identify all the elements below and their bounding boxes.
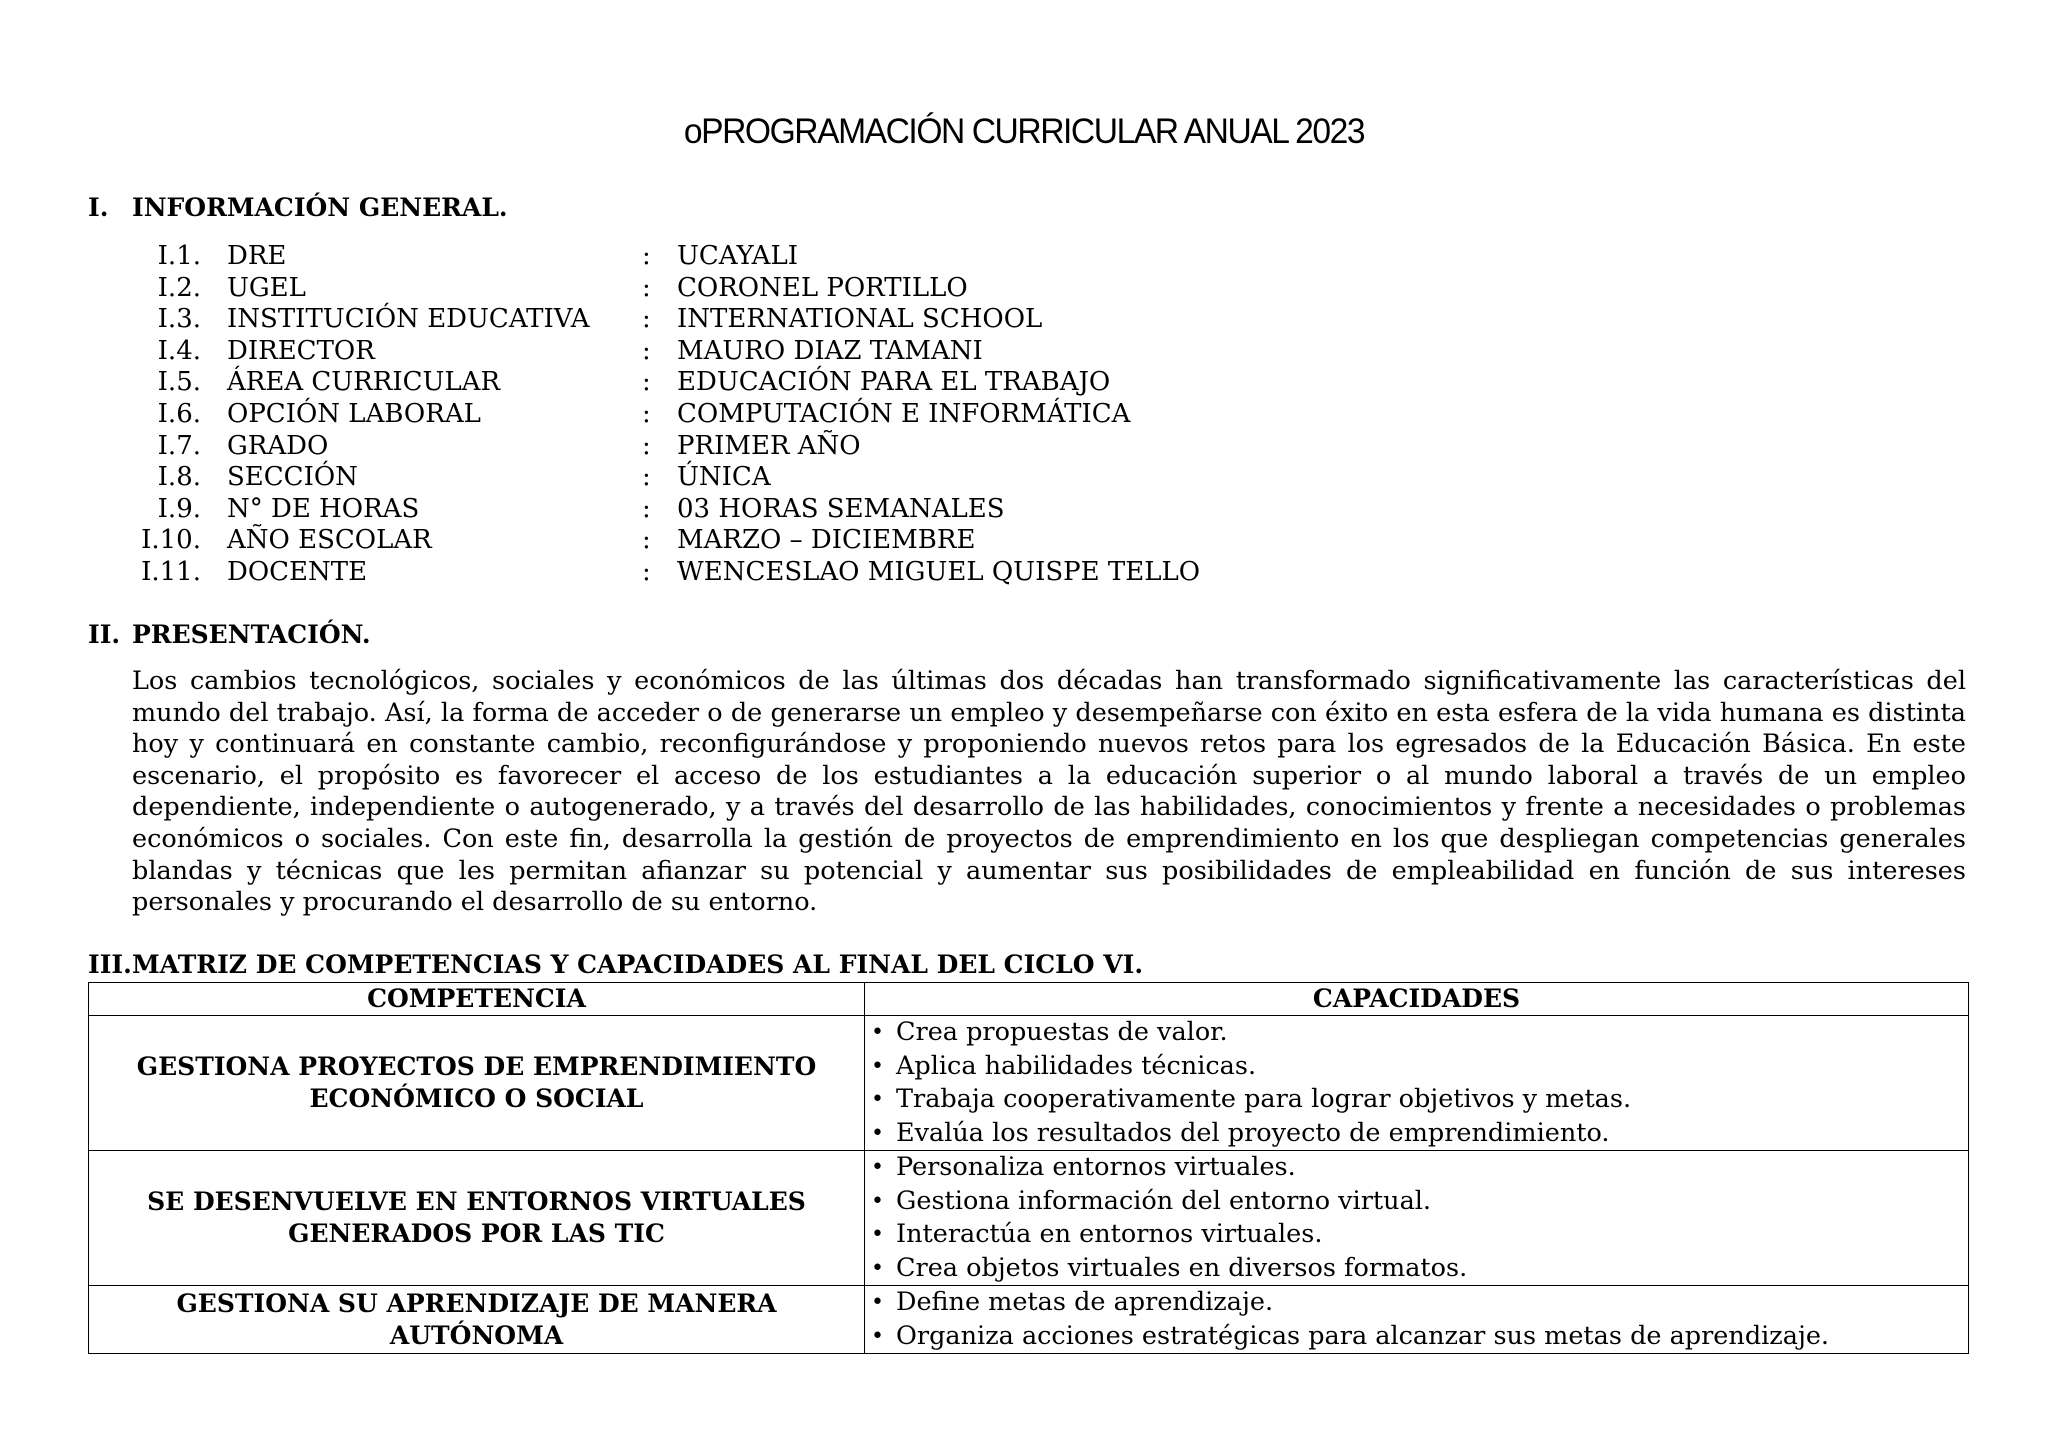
bullet-icon: • <box>871 1155 884 1180</box>
info-index: I.9. <box>157 493 201 524</box>
capacidad-text: Personaliza entornos virtuales. <box>896 1152 1296 1182</box>
info-colon: : <box>642 430 651 461</box>
info-row-opcion <box>0 399 2048 431</box>
bullet-icon: • <box>871 1087 884 1112</box>
info-row-seccion <box>0 462 2048 494</box>
list-item <box>865 1083 1968 1117</box>
list-item <box>865 1185 1968 1219</box>
bullet-icon: • <box>871 1120 884 1146</box>
info-index: I.10. <box>141 525 201 556</box>
info-colon: : <box>642 241 651 271</box>
table-row <box>89 1016 1969 1151</box>
info-label: AÑO ESCOLAR <box>227 525 432 556</box>
capacidades-list <box>865 1016 1968 1150</box>
info-label: DOCENTE <box>227 556 368 587</box>
info-value: CORONEL PORTILLO <box>677 272 968 303</box>
competencia-cell: SE DESENVUELVE EN ENTORNOS VIRTUALES GENERADOS POR LAS TIC <box>89 1151 865 1286</box>
section-heading-presentation <box>88 620 371 649</box>
info-value: PRIMER AÑO <box>677 430 861 461</box>
list-item <box>865 1151 1968 1185</box>
info-label: DRE <box>227 241 287 271</box>
capacidad-text: Interactúa en entornos virtuales. <box>896 1219 1323 1249</box>
table-header-row <box>89 983 1969 1016</box>
header-capacidades: CAPACIDADES <box>865 983 1969 1016</box>
list-item <box>865 1218 1968 1252</box>
capacidad-text: Crea propuestas de valor. <box>896 1017 1228 1047</box>
section-title: PRESENTACIÓN. <box>132 620 371 649</box>
info-value: MARZO – DICIEMBRE <box>677 525 976 556</box>
info-colon: : <box>642 556 651 587</box>
capacidad-text: Organiza acciones estratégicas para alcanzar sus metas de aprendizaje. <box>896 1320 1830 1351</box>
info-label: DIRECTOR <box>227 335 375 366</box>
info-label: ÁREA CURRICULAR <box>227 367 501 398</box>
info-row-dre <box>0 241 2048 273</box>
info-row-horas <box>0 494 2048 526</box>
info-label: UGEL <box>227 272 306 303</box>
info-colon: : <box>642 335 651 366</box>
info-value: EDUCACIÓN PARA EL TRABAJO <box>677 367 1111 398</box>
capacidades-cell <box>865 1286 1969 1354</box>
bullet-icon: • <box>871 1053 884 1079</box>
capacidades-list <box>865 1151 1968 1285</box>
info-colon: : <box>642 304 651 335</box>
info-index: I.4. <box>157 335 201 366</box>
info-index: I.3. <box>157 304 201 335</box>
capacidad-text: Evalúa los resultados del proyecto de emprendimiento. <box>896 1117 1610 1148</box>
info-row-docente <box>0 557 2048 589</box>
competencia-cell: GESTIONA PROYECTOS DE EMPRENDIMIENTO ECONÓMICO O SOCIAL <box>89 1016 865 1151</box>
competencia-cell: GESTIONA SU APRENDIZAJE DE MANERA AUTÓNOMA <box>89 1286 865 1354</box>
section-title: INFORMACIÓN GENERAL. <box>132 193 508 222</box>
list-item <box>865 1286 1968 1320</box>
header-competencia: COMPETENCIA <box>89 983 865 1016</box>
list-item <box>865 1252 1968 1286</box>
info-value: UCAYALI <box>677 241 798 271</box>
capacidad-text: Aplica habilidades técnicas. <box>896 1050 1257 1081</box>
bullet-icon: • <box>871 1222 884 1247</box>
bullet-icon: • <box>871 1020 884 1045</box>
info-colon: : <box>642 367 651 398</box>
table-row <box>89 1151 1969 1286</box>
info-index: I.6. <box>157 398 201 429</box>
info-index: I.8. <box>157 462 201 493</box>
info-index: I.2. <box>157 272 201 303</box>
competencies-matrix-table <box>88 982 1969 1354</box>
info-row-institucion <box>0 304 2048 336</box>
info-colon: : <box>642 493 651 524</box>
info-value: 03 HORAS SEMANALES <box>677 493 1005 524</box>
info-index: I.5. <box>157 367 201 398</box>
bullet-icon: • <box>871 1323 884 1349</box>
bullet-icon: • <box>871 1255 884 1281</box>
info-value: WENCESLAO MIGUEL QUISPE TELLO <box>677 556 1201 587</box>
info-row-area <box>0 367 2048 399</box>
info-label: SECCIÓN <box>227 462 358 493</box>
section-heading-matrix <box>88 950 1143 979</box>
section-number: I. <box>88 193 109 222</box>
info-value: INTERNATIONAL SCHOOL <box>677 304 1043 335</box>
capacidad-text: Gestiona información del entorno virtual. <box>896 1185 1432 1216</box>
info-value: ÚNICA <box>677 462 771 493</box>
list-item <box>865 1320 1968 1354</box>
info-label: INSTITUCIÓN EDUCATIVA <box>227 304 590 335</box>
page-title: oPROGRAMACIÓN CURRICULAR ANUAL 2023 <box>683 112 1365 151</box>
info-value: COMPUTACIÓN E INFORMÁTICA <box>677 398 1131 429</box>
info-row-director <box>0 336 2048 368</box>
info-label: N° DE HORAS <box>227 493 420 524</box>
info-index: I.11. <box>141 556 201 587</box>
info-index: I.7. <box>157 430 201 461</box>
capacidad-text: Trabaja cooperativamente para lograr objetivos y metas. <box>896 1084 1632 1114</box>
capacidad-text: Define metas de aprendizaje. <box>896 1287 1274 1317</box>
info-index: I.1. <box>157 241 201 271</box>
info-row-ugel <box>0 273 2048 305</box>
section-number: III. <box>88 950 132 979</box>
section-number: II. <box>88 620 121 649</box>
section-heading-general <box>88 193 508 222</box>
list-item <box>865 1117 1968 1151</box>
bullet-icon: • <box>871 1290 884 1315</box>
info-row-grado <box>0 431 2048 463</box>
section-title: MATRIZ DE COMPETENCIAS Y CAPACIDADES AL FINAL DEL CICLO VI. <box>132 950 1144 979</box>
info-colon: : <box>642 272 651 303</box>
list-item <box>865 1050 1968 1084</box>
info-colon: : <box>642 398 651 429</box>
info-colon: : <box>642 462 651 493</box>
info-row-ano-escolar <box>0 525 2048 557</box>
list-item <box>865 1016 1968 1050</box>
info-label: OPCIÓN LABORAL <box>227 398 481 429</box>
info-colon: : <box>642 525 651 556</box>
capacidad-text: Crea objetos virtuales en diversos formatos. <box>896 1252 1468 1283</box>
table-row <box>89 1286 1969 1354</box>
capacidades-cell <box>865 1016 1969 1151</box>
info-value: MAURO DIAZ TAMANI <box>677 335 983 366</box>
capacidades-cell <box>865 1151 1969 1286</box>
bullet-icon: • <box>871 1188 884 1214</box>
presentation-paragraph: Los cambios tecnológicos, sociales y económicos de las últimas dos décadas han transformado significativamente las características del mundo del trabajo. Así, la forma de acceder o de generarse un empleo y desempeñarse con éxito en esta esfera de la vida humana es distinta hoy y continuará en constante cambio, reconfigurándose y proponiendo nuevos retos para los egresados de la Educación Básica. En este escenario, el propósito es favorecer el acceso de los estudiantes a la educación superior o al mundo laboral a través de un empleo dependiente, independiente o autogenerado, y a través del desarrollo de las habilidades, conocimientos y frente a necesidades o problemas económicos o sociales. Con este fin, desarrolla la gestión de proyectos de emprendimiento en los que despliegan competencias generales blandas y técnicas que les permitan afianzar su potencial y aumentar sus posibilidades de empleabilidad en función de sus intereses personales y procurando el desarrollo de su entorno. <box>132 666 1966 918</box>
capacidades-list <box>865 1286 1968 1353</box>
general-info-list <box>0 241 2048 589</box>
info-label: GRADO <box>227 430 329 461</box>
